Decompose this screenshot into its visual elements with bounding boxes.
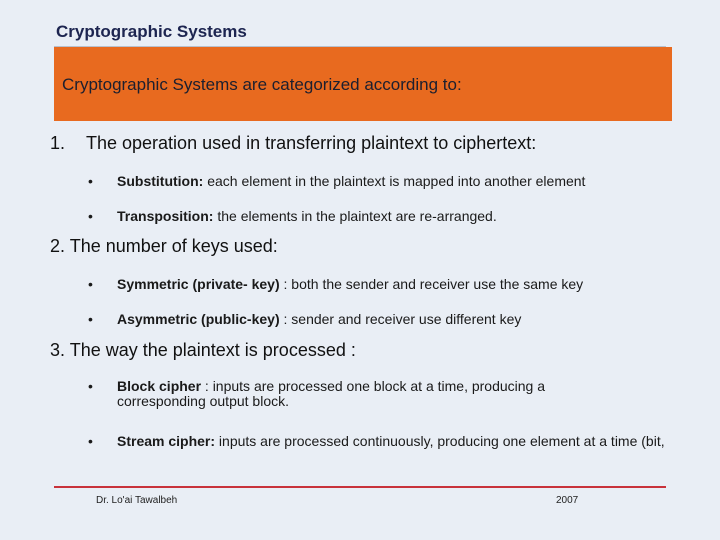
bullet-desc: : inputs are processed one block at a time, producing a corresponding output block. [117,378,546,409]
bullet-text [117,312,687,327]
bullet-term: Stream cipher: [117,433,216,449]
section-number: 1. [50,133,66,153]
section-2-heading [50,236,278,257]
bullet-text [117,209,687,224]
section-number: 3. [50,340,66,360]
intro-banner: Cryptographic Systems are categorized according to: [54,47,672,121]
bullet-term: Symmetric (private- key) [117,276,280,292]
bullet-dot: • [88,276,93,292]
bullet-desc: the elements in the plaintext are re-arranged. [213,208,497,224]
slide-title: Cryptographic Systems [56,22,247,41]
bullet-desc: : sender and receiver use different key [279,311,522,327]
bullet-dot: • [88,378,93,394]
bullet-term: Substitution: [117,173,204,189]
section-1-heading [50,133,536,154]
section-heading-text: The operation used in transferring plaintext to ciphertext: [86,133,537,153]
bullet-text [117,277,687,292]
bullet-text [117,174,687,189]
bullet-dot: • [88,311,93,327]
bullet-dot: • [88,208,93,224]
bullet-text [117,434,687,449]
bullet-dot: • [88,433,93,449]
bullet-term: Asymmetric (public-key) [117,311,280,327]
footer-year: 2007 [556,495,579,506]
bullet-term: Block cipher [117,378,202,394]
bullet-desc: : both the sender and receiver use the same key [279,276,584,292]
section-3-heading [50,340,356,361]
bullet-text [117,379,637,409]
footer-author: Dr. Lo'ai Tawalbeh [96,495,178,506]
section-heading-text: The number of keys used: [69,236,278,256]
section-number: 2. [50,236,66,256]
bullet-term: Transposition: [117,208,214,224]
bullet-desc: inputs are processed continuously, producing one element at a time (bit, [215,433,665,449]
bullet-desc: each element in the plaintext is mapped into another element [203,173,586,189]
section-heading-text: The way the plaintext is processed : [69,340,356,360]
bullet-dot: • [88,173,93,189]
footer-divider [54,486,666,488]
